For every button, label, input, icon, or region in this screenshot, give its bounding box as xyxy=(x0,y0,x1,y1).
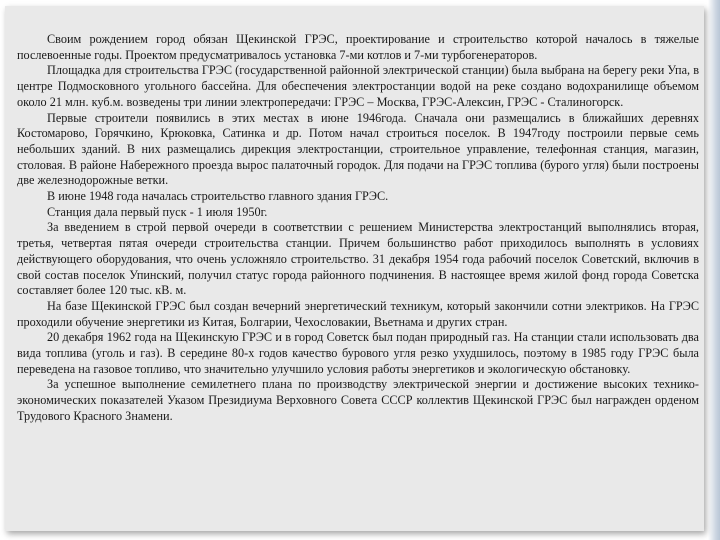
paragraph-9: За успешное выполнение семилетнего плана по производству электрической энергии и достижение высоких технико-экономических показателей Указом Президиума Верховного Совета СССР коллектив Щекинской ГРЭС был награжден орденом Трудового Красного Знамени. xyxy=(17,377,699,423)
paragraph-5: Станция дала первый пуск - 1 июля 1950г. xyxy=(47,204,268,219)
slide-edge-decoration xyxy=(708,0,720,540)
paragraph-6: За введением в строй первой очереди в соответствии с решением Министерства электростанций выполнялись вторая, третья, четвертая пятая очереди строительства станции. Причем большинство работ приходилось выполнять в условиях действующего оборудования, что очень усложняло строительство. 31 декабря 1954 года рабочий поселок Советский, включив в свой состав поселок Упинский, получил статус города районного подчинения. В настоящее время жилой фонд города Советска составляет более 120 тыс. кВ. м. xyxy=(17,220,699,298)
paragraph-7: На базе Щекинской ГРЭС был создан вечерний энергетический техникум, который закончили сотни электриков. На ГРЭС проходили обучение энергетики из Китая, Болгарии, Чехословакии, Вьетнама и других стран. xyxy=(17,298,699,329)
paragraph-2: Площадка для строительства ГРЭС (государственной районной электрической станции) была выбрана на берегу реки Упа, в центре Подмосковного угольного бассейна. Для обеспечения электростанции водой на реке создано водохранилище объемом около 21 млн. куб.м. возведены три линии электропередачи: ГРЭС – Москва, ГРЭС-Алексин, ГРЭС - Сталиногорск. xyxy=(17,63,699,109)
paragraph-8: 20 декабря 1962 года на Щекинскую ГРЭС и в город Советск был подан природный газ. На станции стали использовать два вида топлива (уголь и газ). В середине 80-х годов качество бурового угля резко ухудшилось, поэтому в 1985 году ГРЭС была переведена на газовое топливо, что значительно улучшило условия работы энергетиков и экологическую обстановку. xyxy=(17,330,699,376)
paragraph-1: Своим рождением город обязан Щекинской ГРЭС, проектирование и строительство которой началось в тяжелые послевоенные годы. Проектом предусматривалось установка 7-ми котлов и 7-ми турбогенераторов. xyxy=(17,32,699,62)
paragraph-4: В июне 1948 года началась строительство главного здания ГРЭС. xyxy=(47,189,389,204)
text-panel xyxy=(5,6,704,531)
paragraph-3: Первые строители появились в этих местах в июне 1946года. Сначала они размещались в ближайших деревнях Костомарово, Горячкино, Крюковка, Сатинка и др. Потом начал строиться поселок. В 1947году построили первые семь небольших зданий. В них размещались дирекция электростанции, строительное управление, телефонная станция, магазин, столовая. В районе Набережного проезда вырос палаточный городок. Для подачи на ГРЭС топлива (бурого угля) были построены две железнодорожные ветки. xyxy=(17,110,699,188)
body-text xyxy=(17,32,699,425)
